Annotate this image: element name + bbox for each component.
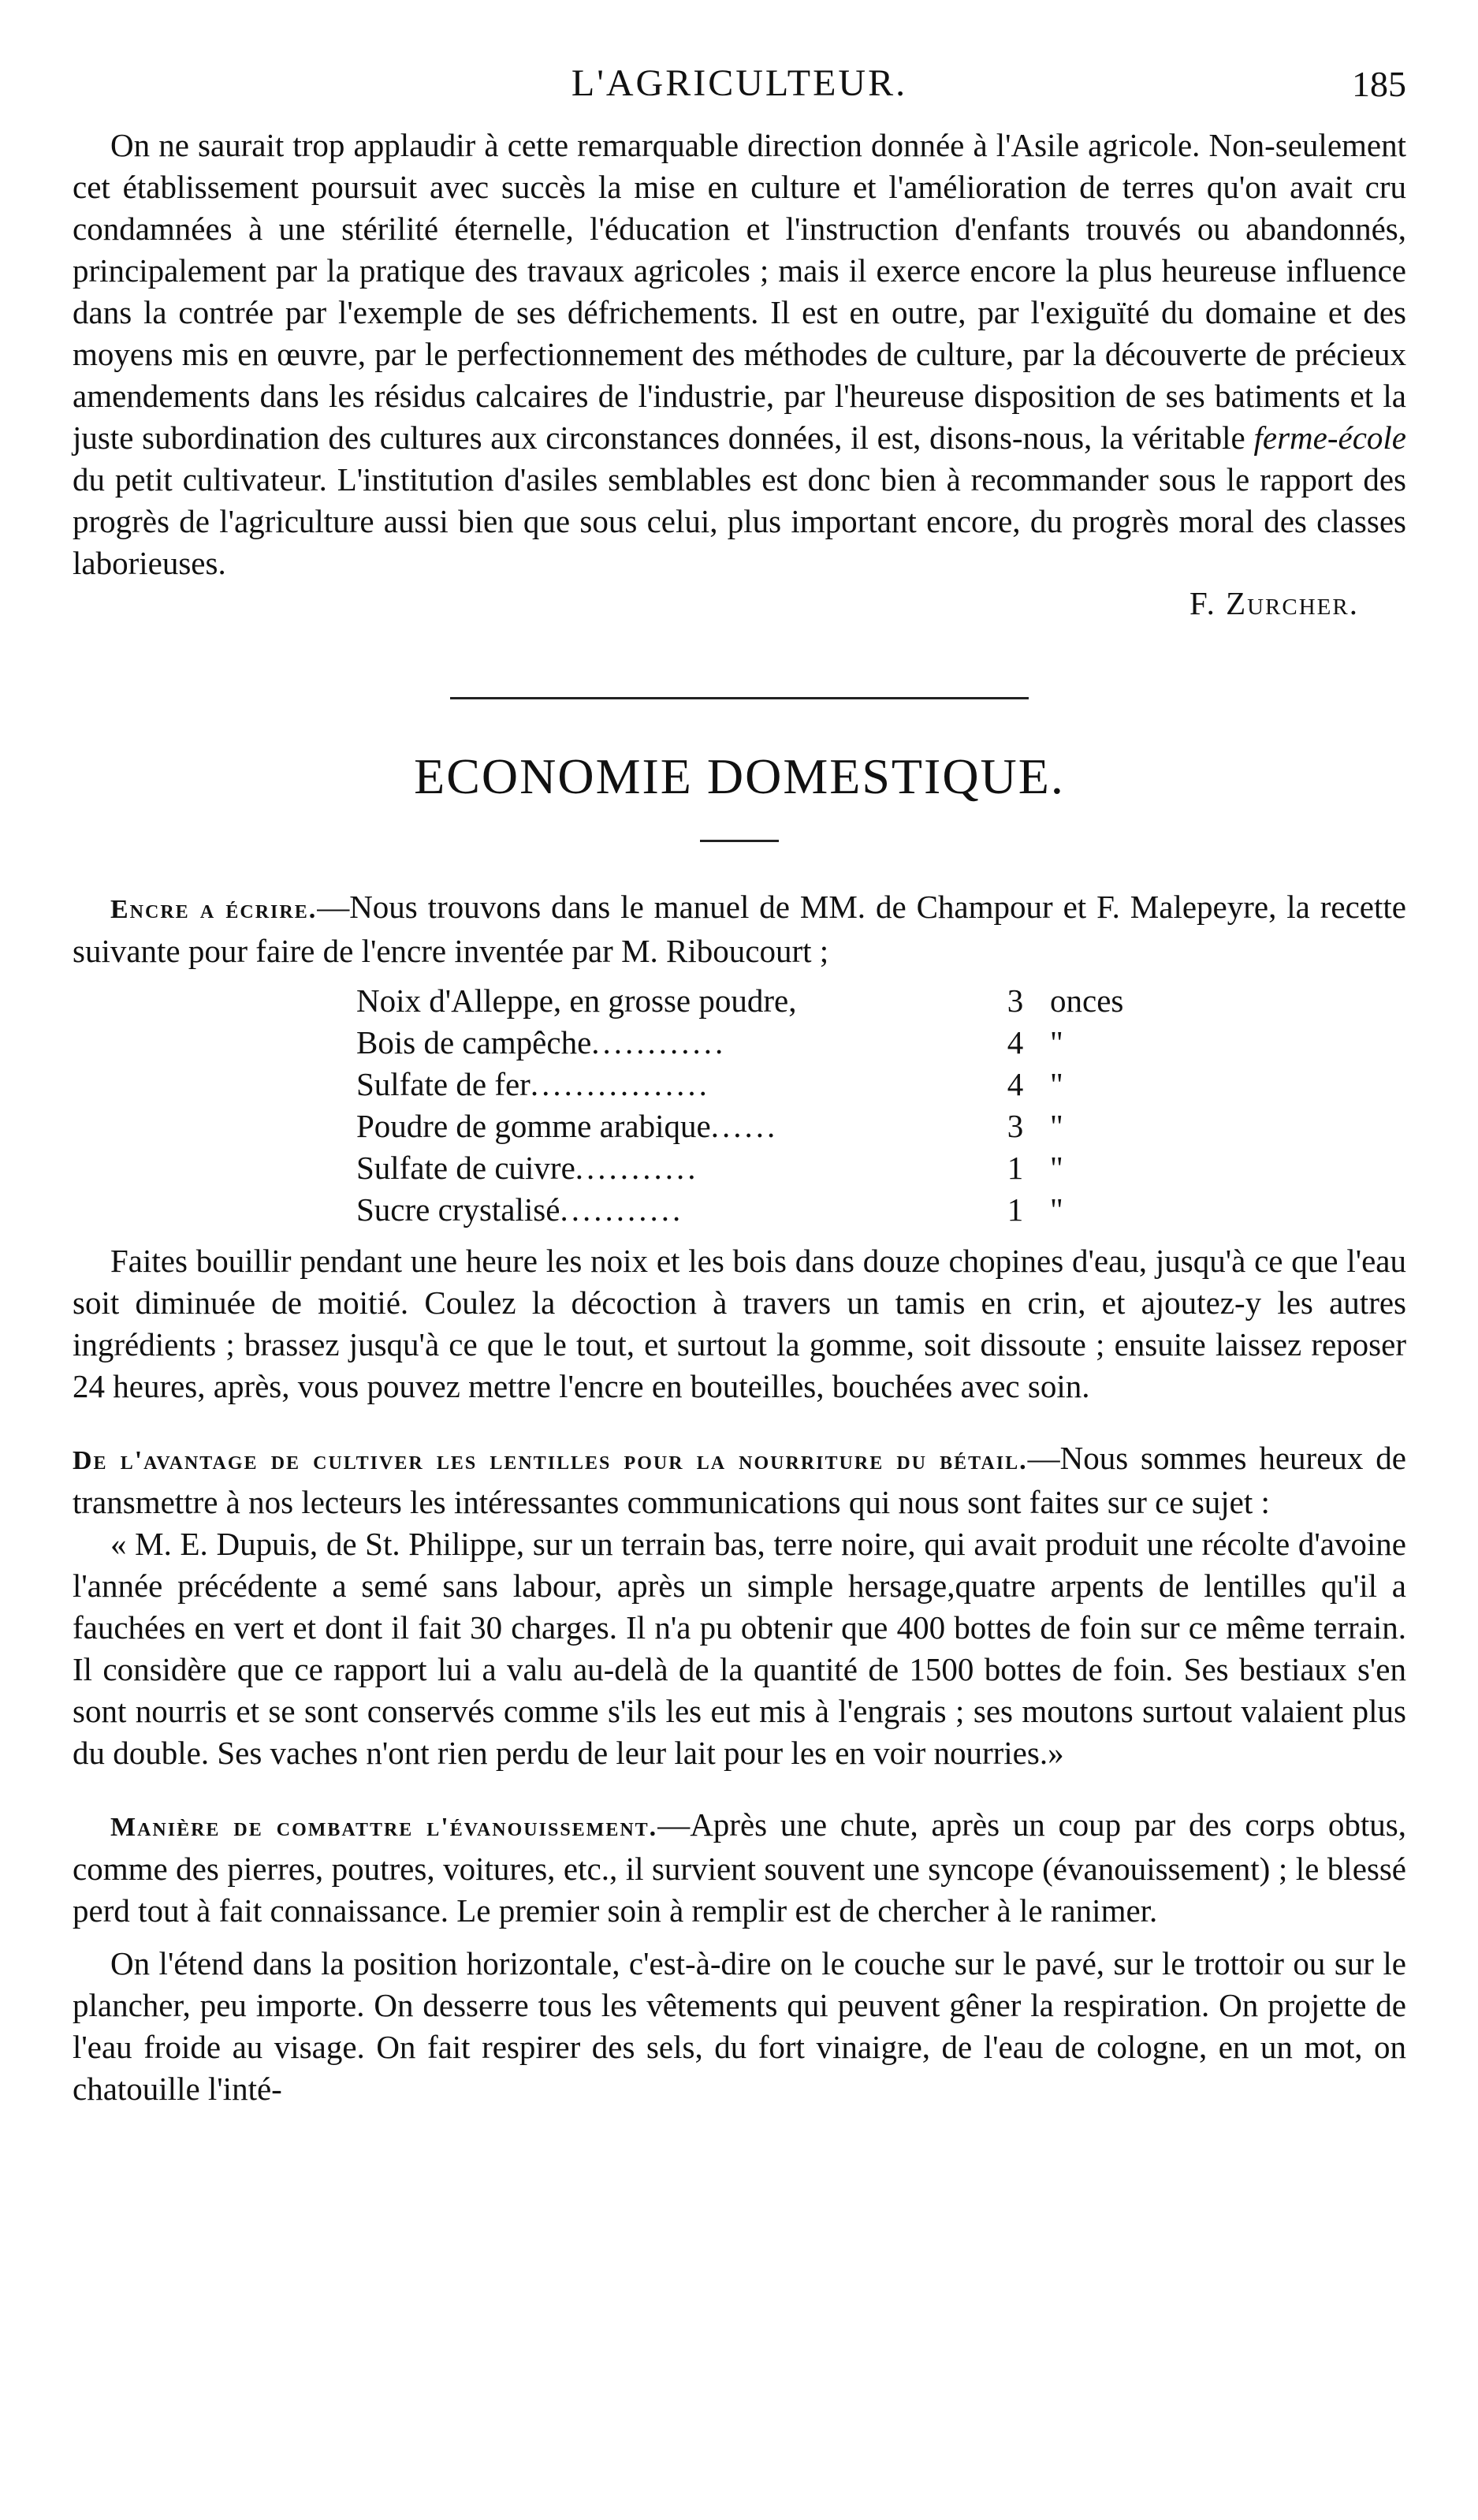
ingredient-leader: ...........: [560, 1191, 684, 1228]
recipe-row: [356, 1189, 1137, 1231]
ingredient-quantity: 3: [1007, 1108, 1024, 1144]
evanouissement-heading: Manière de combattre l'évanouissement.: [110, 1813, 658, 1842]
lentilles-paragraph: [73, 1437, 1406, 1523]
ingredient-name: Poudre de gomme arabique: [356, 1108, 711, 1144]
recipe-row: [356, 1064, 1137, 1105]
page: [73, 62, 1406, 2110]
ingredient-quantity: 4: [1007, 1066, 1024, 1102]
running-title: L'AGRICULTEUR.: [571, 62, 908, 104]
intro-text-after: du petit cultivateur. L'institution d'asiles semblables est donc bien à recommander sous le rapport des progrès de l'agriculture aussi bien que sous celui, plus important encore, du progrès moral des classes laborieuses.: [73, 461, 1406, 581]
ingredient-leader: ......: [710, 1108, 779, 1144]
section-title: ECONOMIE DOMESTIQUE.: [414, 748, 1065, 804]
ingredient-name: Sulfate de fer: [356, 1066, 531, 1102]
recipe-row: [356, 1147, 1137, 1189]
recipe-row: [356, 980, 1137, 1022]
recipe-list: [356, 980, 1137, 1231]
encre-text: —Nous trouvons dans le manuel de MM. de Champour et F. Malepeyre, la recette suivante pour faire de l'encre inventée par M. Riboucourt ;: [73, 889, 1406, 969]
ingredient-quantity: 1: [1007, 1150, 1024, 1186]
section-divider-short: [700, 840, 779, 842]
lentilles-text: —Nous sommes heureux de transmettre à nos lecteurs les intéressantes communications qui nous sont faites sur ce sujet :: [73, 1440, 1406, 1520]
ingredient-name: Sulfate de cuivre: [356, 1150, 575, 1186]
ingredient-quantity: 3: [1007, 982, 1024, 1019]
intro-text: On ne saurait trop applaudir à cette remarquable direction donnée à l'Asile agricole. Non-seulement cet établissement poursuit avec succès la mise en culture et l'amélioration de terres qu'on avait cru condamnées à une stérilité éternelle, l'éducation et l'instruction d'enfants trouvés ou abandonnés, principalement par la pratique des travaux agricoles ; mais il exerce encore la plus heureuse influence dans la contrée par l'exemple de ses défrichements. Il est en outre, par l'exiguïté du domaine et des moyens mis en œuvre, par le perfectionnement des méthodes de culture, par la découverte de précieux amendements dans les résidus calcaires de l'industrie, par l'heureuse disposition de ses batiments et la juste subordination des cultures aux circonstances données, il est, disons-nous, la véritable: [73, 127, 1406, 456]
encre-paragraph: [73, 886, 1406, 972]
ingredient-name: Sucre crystalisé: [356, 1191, 560, 1228]
encre-heading: Encre a écrire.: [110, 895, 318, 924]
ingredient-quantity: 1: [1007, 1191, 1024, 1228]
ingredient-unit: ": [1050, 1024, 1063, 1061]
ingredient-unit: onces: [1050, 982, 1124, 1019]
intro-signature: F. Zurcher.: [1189, 585, 1359, 621]
evanouissement-paragraph: [73, 1804, 1406, 1932]
ingredient-name: Noix d'Alleppe, en grosse poudre,: [356, 982, 797, 1019]
evanouissement-text: —Après une chute, après un coup par des corps obtus, comme des pierres, poutres, voitures, etc., il survient souvent une syncope (évanouissement) ; le blessé perd tout à fait connaissance. Le premier soin à remplir est de chercher à le ranimer.: [73, 1806, 1406, 1929]
ingredient-unit: ": [1050, 1108, 1063, 1144]
ingredient-quantity: 4: [1007, 1024, 1024, 1061]
recipe-row: [356, 1105, 1137, 1147]
ingredient-unit: ": [1050, 1066, 1063, 1102]
ingredient-name: Bois de campêche: [356, 1024, 592, 1061]
section-divider-long: [450, 697, 1029, 699]
lentilles-heading: De l'avantage de cultiver les lentilles pour la nourriture du bétail.: [73, 1446, 1028, 1475]
lentilles-quote: « M. E. Dupuis, de St. Philippe, sur un terrain bas, terre noire, qui avait produit une récolte d'avoine l'année précédente a semé sans labour, après un simple hersage,quatre arpents de lentilles qu'il a fauchées en vert et dont il fait 30 charges. Il n'a pu obtenir que 400 bottes de foin sur ce même terrain. Il considère que ce rapport lui a valu au-delà de la quantité de 1500 bottes de foin. Ses bestiaux s'en sont nourris et se sont conservés comme s'ils les eut mis à l'engrais ; ses moutons surtout valaient plus du double. Ses vaches n'ont rien perdu de leur lait pour les en voir nourries.»: [73, 1526, 1406, 1771]
ingredient-unit: ": [1050, 1150, 1063, 1186]
intro-italic-term: ferme-école: [1253, 419, 1406, 456]
intro-signature-line: [73, 583, 1406, 624]
encre-instructions: Faites bouillir pendant une heure les noix et les bois dans douze chopines d'eau, jusqu'à ce que l'eau soit diminuée de moitié. Coulez la décoction à travers un tamis en crin, et ajoutez-y les autres ingrédients ; brassez jusqu'à ce que le tout, et surtout la gomme, soit dissoute ; ensuite laissez reposer 24 heures, après, vous pouvez mettre l'encre en bouteilles, bouchées avec soin.: [73, 1243, 1406, 1404]
ingredient-leader: ................: [530, 1066, 710, 1102]
ingredient-leader: ............: [591, 1024, 727, 1061]
running-head: [73, 62, 1406, 125]
ingredient-unit: ": [1050, 1191, 1063, 1228]
recipe-row: [356, 1022, 1137, 1064]
intro-paragraph: [73, 125, 1406, 584]
page-number: 185: [1352, 64, 1406, 104]
evanouissement-paragraph-2: On l'étend dans la position horizontale, c'est-à-dire on le couche sur le pavé, sur le trottoir ou sur le plancher, peu importe. On desserre tous les vêtements qui peuvent gêner la respiration. On projette de l'eau froide au visage. On fait respirer des sels, du fort vinaigre, de l'eau de cologne, en un mot, on chatouille l'inté-: [73, 1945, 1406, 2107]
ingredient-leader: ...........: [575, 1150, 699, 1186]
